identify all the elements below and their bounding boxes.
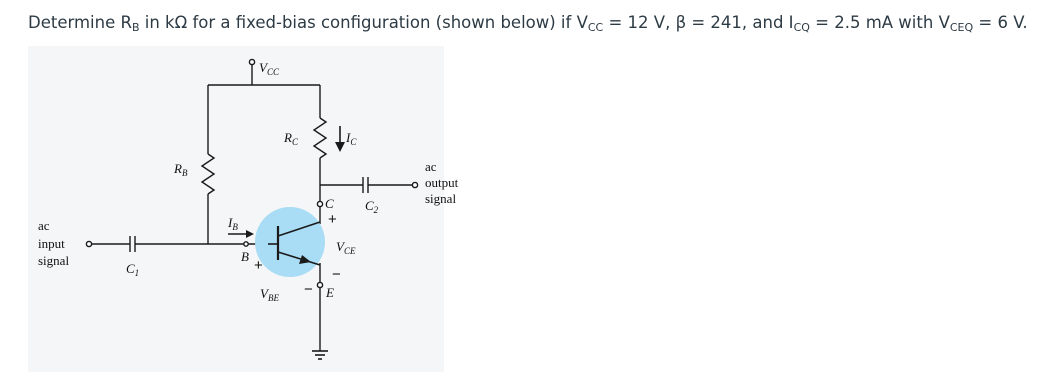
question-part: Determine R: [28, 13, 132, 32]
label-sub: CE: [343, 246, 356, 256]
input-label-line3: signal: [38, 253, 70, 268]
label-main: V: [336, 239, 344, 254]
question-text: [28, 13, 1028, 34]
ground-symbol: [312, 351, 328, 359]
question-sub: CC: [587, 21, 604, 34]
label-sub: C: [350, 137, 357, 147]
label-sub: C: [291, 137, 298, 147]
label-sub: B: [232, 222, 238, 232]
ic-arrowhead: [335, 142, 345, 152]
question-part: = 2.5 mA with V: [809, 13, 950, 32]
output-label-line3: signal: [425, 191, 457, 206]
label-sub: 1: [134, 268, 140, 278]
input-terminal: [86, 241, 91, 246]
vcc-terminal: [249, 59, 254, 64]
vcc-label: [259, 60, 280, 77]
node-c-label: C: [325, 196, 334, 211]
transistor-highlight: [255, 207, 325, 277]
question-sub: CEQ: [949, 21, 974, 34]
ib-arrowhead: [246, 230, 254, 238]
rc-resistor: [314, 118, 326, 158]
question-part: in kΩ for a fixed-bias configuration (shown below) if V: [139, 13, 588, 32]
input-label-line2: input: [38, 236, 65, 251]
question-sub: B: [131, 21, 140, 34]
label-sub: 2: [373, 205, 379, 215]
vbe-label: [260, 286, 279, 303]
ic-label: [345, 130, 357, 147]
label-main: C: [365, 198, 374, 213]
e-terminal: [317, 282, 322, 287]
label-sub: B: [181, 168, 188, 178]
question-part: = 6 V.: [973, 13, 1028, 32]
label-main: I: [346, 130, 351, 145]
ib-label: [227, 215, 238, 232]
base-terminal: [244, 242, 248, 246]
label-main: V: [260, 286, 268, 301]
node-b-label: B: [241, 249, 249, 264]
vce-minus: −: [332, 266, 341, 283]
circuit-diagram: [28, 46, 459, 372]
rc-label: [283, 130, 299, 147]
label-main: C: [126, 261, 135, 276]
label-main: V: [259, 60, 267, 75]
label-sub: CC: [266, 67, 279, 77]
c2-label: [365, 198, 379, 215]
label-main: R: [174, 161, 182, 176]
circuit-figure: [28, 46, 459, 372]
input-label-line1: ac: [38, 218, 50, 233]
vce-label: [336, 239, 356, 256]
output-label-line1: ac: [425, 159, 437, 174]
label-main: R: [284, 130, 292, 145]
question-sub: CQ: [793, 21, 810, 34]
output-terminal: [412, 182, 417, 187]
label-main: I: [228, 215, 233, 230]
vbe-plus: +: [254, 257, 263, 274]
rb-label: [173, 161, 188, 178]
rb-resistor: [202, 154, 214, 194]
c-terminal: [317, 201, 322, 206]
c1-label: [126, 261, 139, 278]
label-sub: BE: [267, 293, 279, 303]
node-e-label: E: [326, 285, 334, 300]
vce-plus: +: [328, 211, 337, 228]
question-part: = 12 V, β = 241, and I: [603, 13, 794, 32]
vbe-minus: −: [304, 281, 313, 298]
output-label-line2: output: [425, 175, 459, 190]
